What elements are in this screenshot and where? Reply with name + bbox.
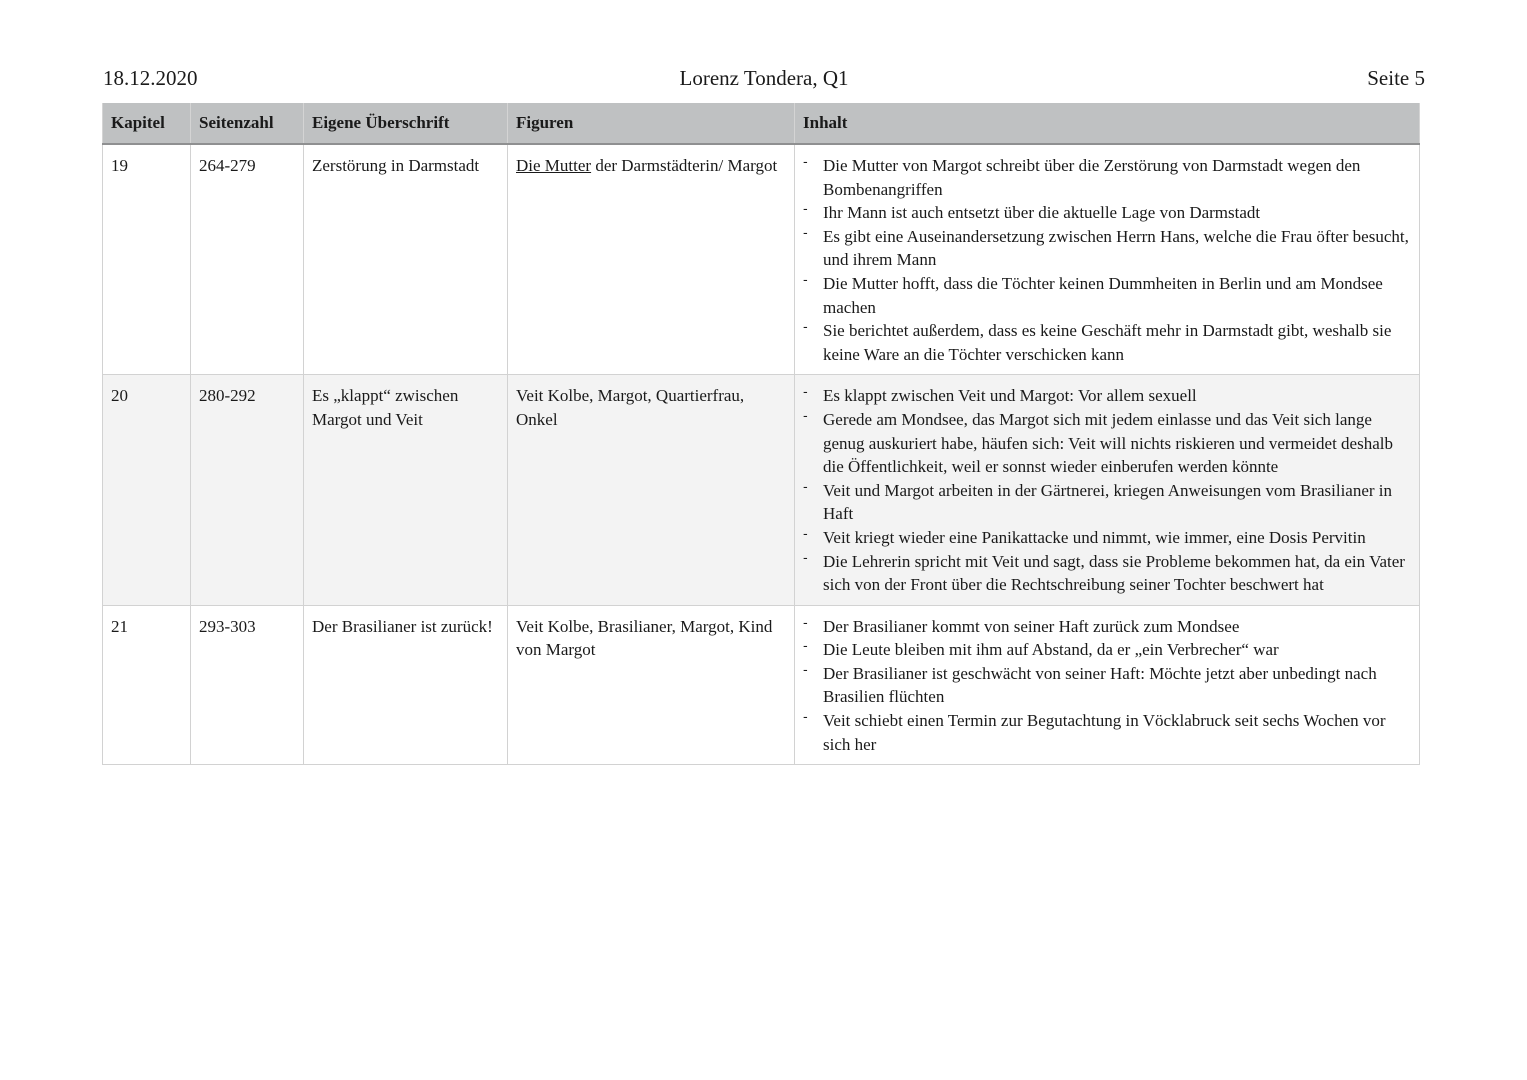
inhalt-list: [803, 384, 1411, 596]
cell-kapitel: 21: [103, 605, 191, 765]
cell-kapitel: 20: [103, 375, 191, 605]
list-item: - Die Mutter hofft, dass die Töchter keinen Dummheiten in Berlin und am Mondsee machen: [803, 272, 1411, 319]
cell-ueberschrift: Der Brasilianer ist zurück!: [304, 605, 508, 765]
inhalt-list: [803, 615, 1411, 757]
figuren-underlined: Die Mutter: [516, 156, 592, 175]
list-item: - Die Lehrerin spricht mit Veit und sagt, dass sie Probleme bekommen hat, da ein Vater sich von der Front über die Rechtschreibung seiner Tochter beschwert hat: [803, 550, 1411, 597]
cell-kapitel: 19: [103, 144, 191, 375]
chapter-summary-table: [102, 103, 1420, 765]
list-item: - Sie berichtet außerdem, dass es keine Geschäft mehr in Darmstadt gibt, weshalb sie keine Ware an die Töchter verschicken kann: [803, 319, 1411, 366]
cell-figuren: Veit Kolbe, Brasilianer, Margot, Kind von Margot: [508, 605, 795, 765]
document-author: Lorenz Tondera, Q1: [679, 66, 849, 90]
list-item: - Es gibt eine Auseinandersetzung zwischen Herrn Hans, welche die Frau öfter besucht, und ihrem Mann: [803, 225, 1411, 272]
cell-seitenzahl: 264-279: [191, 144, 304, 375]
list-item: - Die Mutter von Margot schreibt über die Zerstörung von Darmstadt wegen den Bombenangriffen: [803, 154, 1411, 201]
cell-ueberschrift: Zerstörung in Darmstadt: [304, 144, 508, 375]
column-header-figuren: Figuren: [508, 103, 795, 144]
cell-seitenzahl: 293-303: [191, 605, 304, 765]
table-row: [103, 605, 1420, 765]
page-number: Seite 5: [1367, 66, 1425, 90]
list-item: - Veit und Margot arbeiten in der Gärtnerei, kriegen Anweisungen vom Brasilianer in Haft: [803, 479, 1411, 526]
document-date: 18.12.2020: [103, 66, 198, 90]
cell-inhalt: [795, 605, 1420, 765]
column-header-inhalt: Inhalt: [795, 103, 1420, 144]
list-item: - Es klappt zwischen Veit und Margot: Vor allem sexuell: [803, 384, 1411, 408]
cell-figuren: Veit Kolbe, Margot, Quartierfrau, Onkel: [508, 375, 795, 605]
list-item: - Gerede am Mondsee, das Margot sich mit jedem einlasse und das Veit sich lange genug auskuriert habe, häufen sich: Veit will nichts riskieren und vermeidet deshalb die Öffentlichkeit, weil er sonnst wieder einberufen werden könnte: [803, 408, 1411, 479]
page-header: [103, 64, 1425, 92]
cell-figuren: [508, 144, 795, 375]
cell-inhalt: [795, 375, 1420, 605]
list-item: - Veit kriegt wieder eine Panikattacke und nimmt, wie immer, eine Dosis Pervitin: [803, 526, 1411, 550]
cell-seitenzahl: 280-292: [191, 375, 304, 605]
cell-ueberschrift: Es „klappt“ zwischen Margot und Veit: [304, 375, 508, 605]
list-item: - Veit schiebt einen Termin zur Begutachtung in Vöcklabruck seit sechs Wochen vor sich her: [803, 709, 1411, 756]
list-item: - Ihr Mann ist auch entsetzt über die aktuelle Lage von Darmstadt: [803, 201, 1411, 225]
list-item: - Der Brasilianer ist geschwächt von seiner Haft: Möchte jetzt aber unbedingt nach Brasilien flüchten: [803, 662, 1411, 709]
column-header-seitenzahl: Seitenzahl: [191, 103, 304, 144]
cell-inhalt: [795, 144, 1420, 375]
table-row: [103, 375, 1420, 605]
inhalt-list: [803, 154, 1411, 366]
list-item: - Die Leute bleiben mit ihm auf Abstand, da er „ein Verbrecher“ war: [803, 638, 1411, 662]
column-header-ueberschrift: Eigene Überschrift: [304, 103, 508, 144]
column-header-kapitel: Kapitel: [103, 103, 191, 144]
table-header-row: [103, 103, 1420, 144]
figuren-rest: der Darmstädterin/ Margot: [591, 156, 778, 175]
table-row: [103, 144, 1420, 375]
list-item: - Der Brasilianer kommt von seiner Haft zurück zum Mondsee: [803, 615, 1411, 639]
